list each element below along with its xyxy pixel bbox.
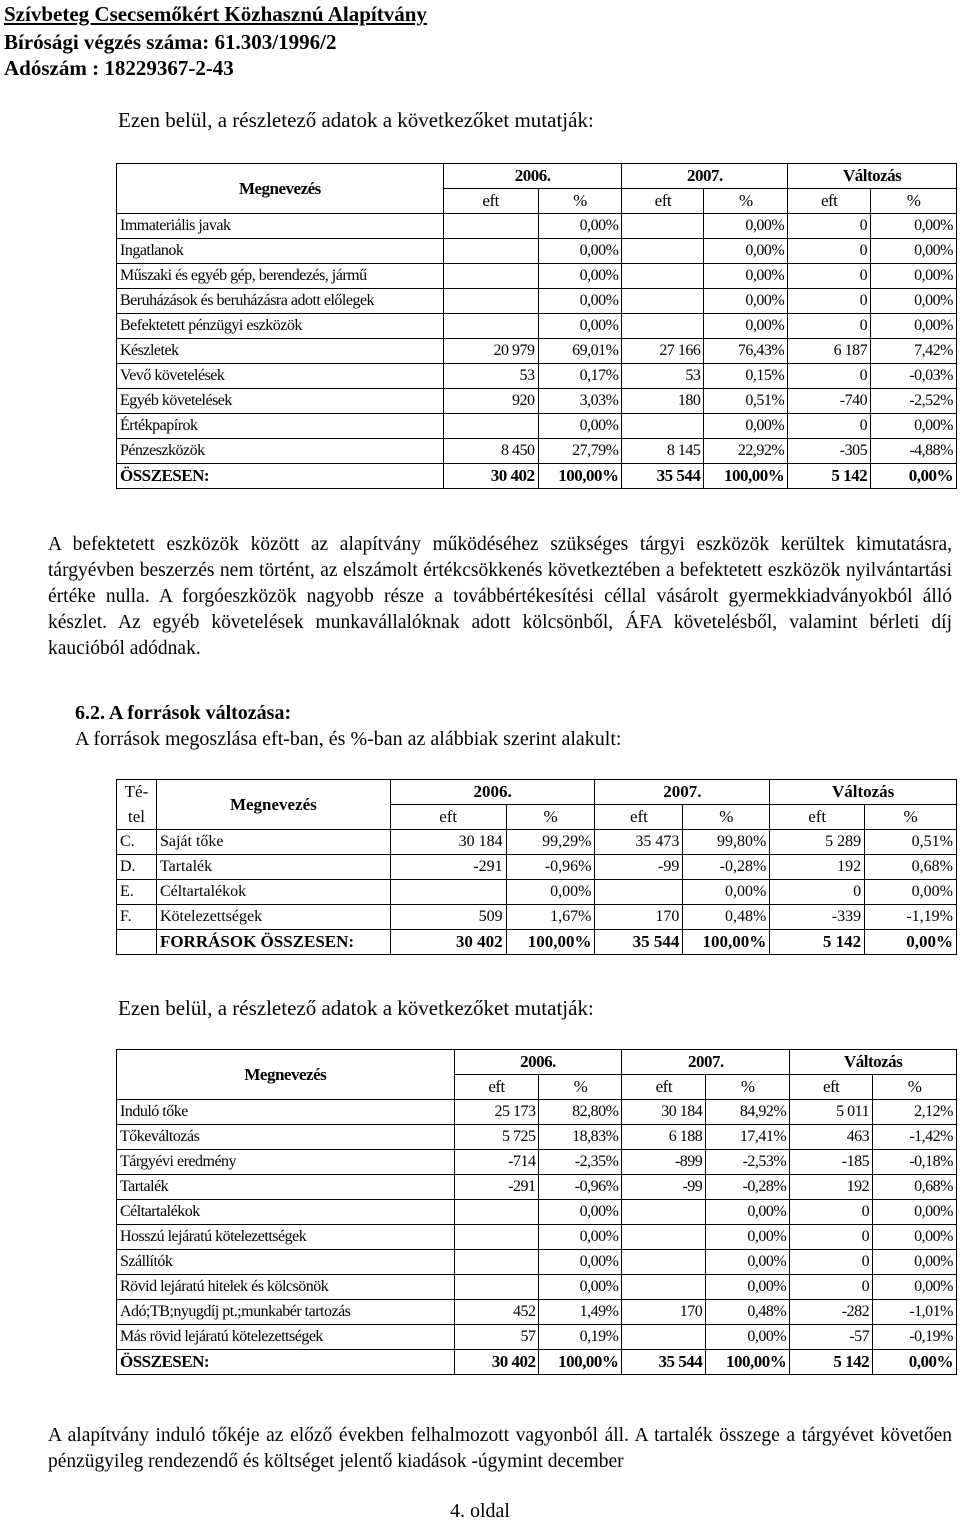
section-subtitle: A források megoszlása eft-ban, és %-ban az alábbiak szerint alakult:	[75, 728, 622, 750]
cell-item-name: Hosszú lejáratú kötelezettségek	[117, 1225, 455, 1250]
cell-item-name: Adó;TB;nyugdíj pt.;munkabér tartozás	[117, 1300, 455, 1325]
cell-2007-eft: 180	[622, 389, 704, 414]
table-row	[117, 1200, 957, 1225]
sources-detail-table	[116, 1049, 957, 1375]
cell-2006-pct: 0,00%	[539, 1225, 622, 1250]
cell-item-name: Céltartalékok	[117, 1200, 455, 1225]
cell-2006-eft	[454, 1250, 539, 1275]
cell-change-eft: 0	[788, 239, 871, 264]
header-pct: %	[539, 1075, 622, 1100]
cell-change-eft: 0	[788, 364, 871, 389]
detail-total-row	[117, 1350, 957, 1375]
cell-2006-eft: -714	[454, 1150, 539, 1175]
cell-2007-pct: 22,92%	[704, 439, 788, 464]
cell-2007-eft	[622, 1325, 706, 1350]
cell-2007-eft	[622, 1250, 706, 1275]
cell-2007-pct: 0,00%	[704, 414, 788, 439]
cell-change-eft: 192	[790, 1175, 873, 1200]
cell-2006-eft	[443, 214, 538, 239]
cell-change-pct: 0,00%	[871, 214, 957, 239]
cell-2006-eft: 53	[443, 364, 538, 389]
cell-2006-pct: 0,00%	[539, 1200, 622, 1225]
cell-2006-pct: 69,01%	[538, 339, 622, 364]
total-change-pct: 0,00%	[865, 930, 957, 955]
table-row	[117, 1300, 957, 1325]
table-row	[117, 264, 957, 289]
cell-change-pct: 0,68%	[873, 1175, 957, 1200]
assets-explanation: A befektetett eszközök között az alapítvány működéséhez szükséges tárgyi eszközök kerültek kimutatásra, tárgyévben beszerzés nem történt, az elszámolt értékcsökkenés következtében a befektetett eszközök nyilvántartási értéke nulla. A forgóeszközök nagyobb része a továbbértékesítési céllal vásárolt gyermekkiadványokból álló készlet. Az egyéb követelések munkavállalóknak adott kölcsönből, ÁFA követelésből, valamint bérleti díj kaucióból adódnak.	[48, 534, 952, 659]
cell-2006-pct: 1,49%	[539, 1300, 622, 1325]
cell-2007-eft	[622, 1225, 706, 1250]
header-pct: %	[871, 189, 957, 214]
cell-2006-eft: 25 173	[454, 1100, 539, 1125]
cell-change-eft: -185	[790, 1150, 873, 1175]
table-row	[117, 1325, 957, 1350]
cell-2006-eft	[443, 264, 538, 289]
sources-total-row	[117, 930, 957, 955]
header-pct: %	[538, 189, 622, 214]
header-eft: eft	[390, 805, 506, 830]
cell-item-name: Immateriális javak	[117, 214, 444, 239]
cell-2006-eft	[443, 239, 538, 264]
table-row	[117, 830, 957, 855]
cell-change-pct: 0,00%	[871, 289, 957, 314]
cell-change-eft: 0	[788, 289, 871, 314]
cell-2006-eft: 452	[454, 1300, 539, 1325]
cell-2006-pct: 0,00%	[538, 239, 622, 264]
header-eft: eft	[454, 1075, 539, 1100]
cell-2006-pct: 0,00%	[539, 1250, 622, 1275]
cell-2006-pct: 27,79%	[538, 439, 622, 464]
cell-item-code: D.	[117, 855, 157, 880]
cell-2006-pct: 3,03%	[538, 389, 622, 414]
total-2006-eft: 30 402	[454, 1350, 539, 1375]
header-eft: eft	[622, 189, 704, 214]
cell-change-pct: -1,42%	[873, 1125, 957, 1150]
cell-item-name: Beruházások és beruházásra adott előlegek	[117, 289, 444, 314]
cell-2007-eft	[622, 289, 704, 314]
cell-2007-pct: 0,51%	[704, 389, 788, 414]
sources-table	[116, 779, 957, 955]
cell-2006-eft: -291	[454, 1175, 539, 1200]
header-pct: %	[683, 805, 770, 830]
total-2007-pct: 100,00%	[683, 930, 770, 955]
header-item-cont: tel	[117, 805, 157, 830]
cell-2006-pct: 0,00%	[539, 1275, 622, 1300]
cell-change-pct: 0,00%	[873, 1200, 957, 1225]
header-year-2007: 2007.	[622, 1050, 790, 1075]
cell-change-eft: 0	[788, 314, 871, 339]
cell-2007-eft	[622, 1200, 706, 1225]
cell-change-pct: 0,51%	[865, 830, 957, 855]
header-pct: %	[706, 1075, 790, 1100]
cell-2006-eft	[443, 289, 538, 314]
total-change-eft: 5 142	[770, 930, 865, 955]
cell-2007-eft	[622, 239, 704, 264]
cell-2006-pct: -0,96%	[539, 1175, 622, 1200]
cell-2006-pct: 18,83%	[539, 1125, 622, 1150]
intro-text-assets: Ezen belül, a részletező adatok a következőket mutatják:	[118, 108, 594, 132]
cell-item-name: Pénzeszközök	[117, 439, 444, 464]
table-row	[117, 1125, 957, 1150]
cell-2007-pct: 17,41%	[706, 1125, 790, 1150]
table-row	[117, 289, 957, 314]
cell-2007-eft: 170	[595, 905, 683, 930]
header-eft: eft	[443, 189, 538, 214]
cell-2007-eft: 53	[622, 364, 704, 389]
table-row	[117, 905, 957, 930]
cell-2006-eft	[443, 314, 538, 339]
cell-2007-pct: 0,00%	[706, 1225, 790, 1250]
cell-2007-pct: 99,80%	[683, 830, 770, 855]
cell-change-pct: -0,03%	[871, 364, 957, 389]
header-eft: eft	[622, 1075, 706, 1100]
cell-2007-eft	[622, 414, 704, 439]
cell-2007-eft: 30 184	[622, 1100, 706, 1125]
cell-2006-eft	[390, 880, 506, 905]
cell-change-eft: 5 289	[770, 830, 865, 855]
cell-2006-pct: 0,00%	[538, 214, 622, 239]
table-row	[117, 314, 957, 339]
cell-2007-pct: 0,00%	[706, 1325, 790, 1350]
table-row	[117, 1250, 957, 1275]
cell-2006-eft	[443, 414, 538, 439]
total-2007-eft: 35 544	[622, 464, 704, 489]
cell-2007-eft: -99	[622, 1175, 706, 1200]
header-name: Megnevezés	[117, 164, 444, 214]
cell-item-name: Értékpapírok	[117, 414, 444, 439]
header-item: Té-	[117, 780, 157, 805]
cell-change-eft: -740	[788, 389, 871, 414]
total-2006-pct: 100,00%	[538, 464, 622, 489]
cell-item-name: Tőkeváltozás	[117, 1125, 455, 1150]
cell-change-eft: -57	[790, 1325, 873, 1350]
cell-item-name: Ingatlanok	[117, 239, 444, 264]
cell-2007-pct: 0,48%	[683, 905, 770, 930]
cell-2007-pct: -2,53%	[706, 1150, 790, 1175]
total-2006-pct: 100,00%	[539, 1350, 622, 1375]
header-change: Változás	[790, 1050, 957, 1075]
header-pct: %	[873, 1075, 957, 1100]
cell-item-name: Tárgyévi eredmény	[117, 1150, 455, 1175]
header-pct: %	[704, 189, 788, 214]
section-number: 6.2.	[75, 702, 105, 724]
cell-change-pct: 7,42%	[871, 339, 957, 364]
total-label: FORRÁSOK ÖSSZESEN:	[156, 930, 390, 955]
cell-2007-pct: 76,43%	[704, 339, 788, 364]
cell-item-name: Tartalék	[117, 1175, 455, 1200]
cell-change-eft: 463	[790, 1125, 873, 1150]
cell-change-eft: 0	[790, 1250, 873, 1275]
cell-item-name: Más rövid lejáratú kötelezettségek	[117, 1325, 455, 1350]
total-change-eft: 5 142	[790, 1350, 873, 1375]
total-2006-eft: 30 402	[390, 930, 506, 955]
cell-change-pct: 0,00%	[865, 880, 957, 905]
cell-item-name: Kötelezettségek	[156, 905, 390, 930]
cell-change-eft: 6 187	[788, 339, 871, 364]
tax-number: Adószám : 18229367-2-43	[4, 56, 234, 80]
cell-change-pct: -0,18%	[873, 1150, 957, 1175]
cell-2006-eft: 57	[454, 1325, 539, 1350]
cell-change-pct: -4,88%	[871, 439, 957, 464]
cell-change-pct: 0,00%	[871, 414, 957, 439]
cell-2007-pct: 0,00%	[683, 880, 770, 905]
cell-change-pct: 0,68%	[865, 855, 957, 880]
cell-change-eft: 0	[790, 1275, 873, 1300]
total-2007-eft: 35 544	[622, 1350, 706, 1375]
table-row	[117, 239, 957, 264]
table-row	[117, 414, 957, 439]
cell-change-pct: 0,00%	[871, 314, 957, 339]
header-pct: %	[865, 805, 957, 830]
cell-item-name: Induló tőke	[117, 1100, 455, 1125]
cell-item-name: Vevő követelések	[117, 364, 444, 389]
cell-2006-pct: 99,29%	[506, 830, 595, 855]
cell-change-pct: 0,00%	[871, 239, 957, 264]
cell-2007-eft: 27 166	[622, 339, 704, 364]
assets-table	[116, 163, 957, 489]
cell-2006-pct: 0,00%	[538, 289, 622, 314]
cell-change-eft: -339	[770, 905, 865, 930]
cell-change-pct: 0,00%	[871, 264, 957, 289]
table-row	[117, 214, 957, 239]
total-change-pct: 0,00%	[871, 464, 957, 489]
cell-2007-pct: 0,48%	[706, 1300, 790, 1325]
cell-change-eft: 0	[790, 1200, 873, 1225]
cell-2006-eft	[454, 1225, 539, 1250]
header-name: Megnevezés	[156, 780, 390, 830]
section-title: A források változása:	[108, 702, 292, 724]
cell-2006-pct: -2,35%	[539, 1150, 622, 1175]
cell-item-name: Saját tőke	[156, 830, 390, 855]
total-change-pct: 0,00%	[873, 1350, 957, 1375]
total-2007-pct: 100,00%	[706, 1350, 790, 1375]
cell-item-name: Műszaki és egyéb gép, berendezés, jármű	[117, 264, 444, 289]
cell-change-eft: 5 011	[790, 1100, 873, 1125]
cell-item-name: Készletek	[117, 339, 444, 364]
cell-change-eft: -305	[788, 439, 871, 464]
cell-2007-pct: -0,28%	[706, 1175, 790, 1200]
table-row	[117, 855, 957, 880]
intro-text-sources: Ezen belül, a részletező adatok a következőket mutatják:	[118, 996, 594, 1020]
cell-change-eft: 192	[770, 855, 865, 880]
cell-change-eft: -282	[790, 1300, 873, 1325]
header-eft: eft	[790, 1075, 873, 1100]
cell-2007-pct: 0,00%	[704, 289, 788, 314]
cell-2006-eft: 8 450	[443, 439, 538, 464]
total-2006-eft: 30 402	[443, 464, 538, 489]
cell-2007-eft	[622, 214, 704, 239]
cell-2007-pct: 84,92%	[706, 1100, 790, 1125]
cell-item-name: Céltartalékok	[156, 880, 390, 905]
header-year-2006: 2006.	[443, 164, 622, 189]
table-row	[117, 439, 957, 464]
table-row	[117, 389, 957, 414]
cell-2006-eft: 509	[390, 905, 506, 930]
total-2006-pct: 100,00%	[506, 930, 595, 955]
cell-2007-pct: 0,00%	[704, 214, 788, 239]
org-name: Szívbeteg Csecsemőkért Közhasznú Alapítvány	[4, 2, 427, 26]
cell-2006-eft: 5 725	[454, 1125, 539, 1150]
cell-item-code: E.	[117, 880, 157, 905]
total-change-eft: 5 142	[788, 464, 871, 489]
assets-total-row	[117, 464, 957, 489]
cell-2006-eft: -291	[390, 855, 506, 880]
cell-2006-eft: 920	[443, 389, 538, 414]
cell-change-eft: 0	[788, 264, 871, 289]
court-order-number: Bírósági végzés száma: 61.303/1996/2	[4, 30, 337, 54]
sources-explanation: A alapítvány induló tőkéje az előző években felhalmozott vagyonból áll. A tartalék összege a tárgyévet követően pénzügyileg rendezendő és költséget jelentő kiadások -úgymint december	[48, 1425, 952, 1472]
cell-item-name: Rövid lejáratú hitelek és kölcsönök	[117, 1275, 455, 1300]
cell-2006-eft: 20 979	[443, 339, 538, 364]
table-row	[117, 364, 957, 389]
header-year-2006: 2006.	[454, 1050, 622, 1075]
cell-2007-pct: 0,00%	[706, 1275, 790, 1300]
header-year-2007: 2007.	[622, 164, 788, 189]
cell-2007-pct: 0,15%	[704, 364, 788, 389]
header-eft: eft	[595, 805, 683, 830]
cell-2007-eft	[622, 1275, 706, 1300]
cell-item-code: C.	[117, 830, 157, 855]
cell-2006-pct: 0,00%	[538, 264, 622, 289]
cell-2006-pct: -0,96%	[506, 855, 595, 880]
cell-2007-pct: 0,00%	[704, 239, 788, 264]
cell-2006-pct: 0,00%	[538, 314, 622, 339]
section-heading	[75, 702, 291, 725]
cell-2007-eft	[622, 264, 704, 289]
cell-2006-eft	[454, 1200, 539, 1225]
table-row	[117, 339, 957, 364]
table-row	[117, 1275, 957, 1300]
total-2007-pct: 100,00%	[704, 464, 788, 489]
header-year-2006: 2006.	[390, 780, 595, 805]
cell-item-name: Befektetett pénzügyi eszközök	[117, 314, 444, 339]
cell-item-name: Szállítók	[117, 1250, 455, 1275]
cell-2006-eft: 30 184	[390, 830, 506, 855]
header-year-2007: 2007.	[595, 780, 770, 805]
total-label: ÖSSZESEN:	[117, 464, 444, 489]
cell-2007-eft	[622, 314, 704, 339]
cell-item-code: F.	[117, 905, 157, 930]
cell-change-pct: -1,01%	[873, 1300, 957, 1325]
table-row	[117, 1225, 957, 1250]
cell-2006-pct: 0,00%	[538, 414, 622, 439]
cell-change-pct: 0,00%	[873, 1250, 957, 1275]
header-change: Változás	[788, 164, 957, 189]
table-row	[117, 880, 957, 905]
cell-2007-eft: 170	[622, 1300, 706, 1325]
page-number: 4. oldal	[450, 1500, 510, 1522]
cell-2007-eft	[595, 880, 683, 905]
cell-change-pct: -2,52%	[871, 389, 957, 414]
cell-change-eft: 0	[790, 1225, 873, 1250]
cell-change-eft: 0	[788, 214, 871, 239]
cell-2006-pct: 0,17%	[538, 364, 622, 389]
cell-2007-eft: 6 188	[622, 1125, 706, 1150]
cell-item-name: Egyéb követelések	[117, 389, 444, 414]
cell-2006-pct: 1,67%	[506, 905, 595, 930]
cell-2006-pct: 0,19%	[539, 1325, 622, 1350]
cell-change-pct: -1,19%	[865, 905, 957, 930]
cell-change-eft: 0	[770, 880, 865, 905]
cell-2007-pct: -0,28%	[683, 855, 770, 880]
cell-2007-pct: 0,00%	[704, 264, 788, 289]
total-label: ÖSSZESEN:	[117, 1350, 455, 1375]
total-2007-eft: 35 544	[595, 930, 683, 955]
cell-change-eft: 0	[788, 414, 871, 439]
header-pct: %	[506, 805, 595, 830]
cell-2006-pct: 82,80%	[539, 1100, 622, 1125]
cell-2007-eft: -899	[622, 1150, 706, 1175]
cell-2006-pct: 0,00%	[506, 880, 595, 905]
header-name: Megnevezés	[117, 1050, 455, 1100]
cell-change-pct: 2,12%	[873, 1100, 957, 1125]
cell-change-pct: 0,00%	[873, 1225, 957, 1250]
header-change: Változás	[770, 780, 957, 805]
cell-2007-eft: -99	[595, 855, 683, 880]
table-row	[117, 1175, 957, 1200]
total-code	[117, 930, 157, 955]
table-row	[117, 1150, 957, 1175]
cell-2006-eft	[454, 1275, 539, 1300]
cell-2007-pct: 0,00%	[706, 1250, 790, 1275]
header-eft: eft	[770, 805, 865, 830]
header-eft: eft	[788, 189, 871, 214]
cell-2007-eft: 35 473	[595, 830, 683, 855]
cell-2007-pct: 0,00%	[706, 1200, 790, 1225]
cell-2007-eft: 8 145	[622, 439, 704, 464]
cell-change-pct: -0,19%	[873, 1325, 957, 1350]
table-row	[117, 1100, 957, 1125]
cell-item-name: Tartalék	[156, 855, 390, 880]
cell-change-pct: 0,00%	[873, 1275, 957, 1300]
cell-2007-pct: 0,00%	[704, 314, 788, 339]
